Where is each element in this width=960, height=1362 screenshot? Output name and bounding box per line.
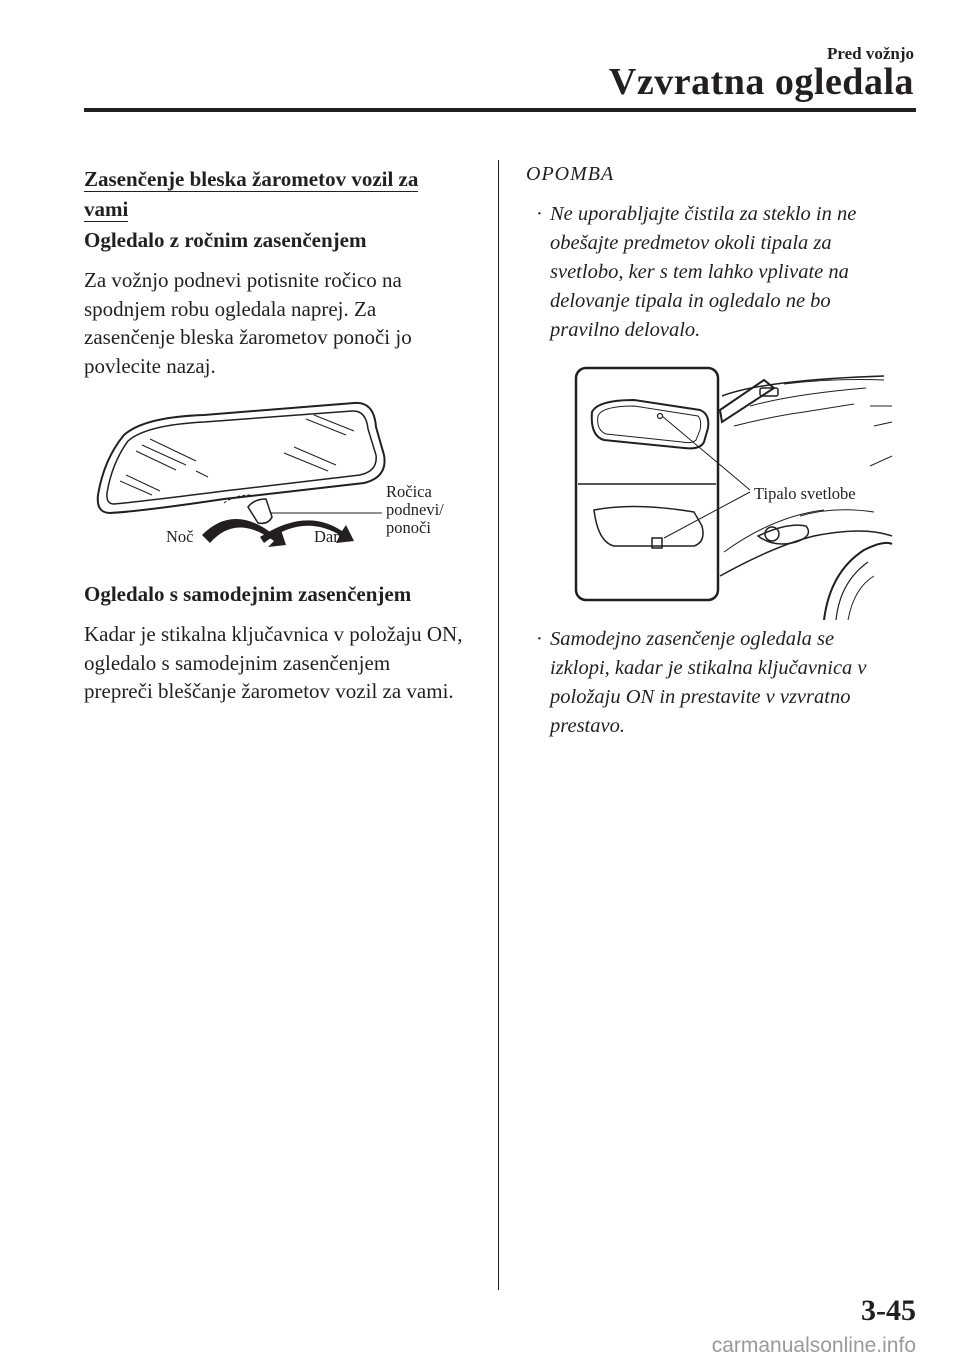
header-section-name: Pred vožnjo xyxy=(826,44,914,63)
label-day: Dan xyxy=(314,527,342,546)
label-night: Noč xyxy=(166,527,194,546)
mirror-glass xyxy=(107,411,376,504)
label-lever-3: ponoči xyxy=(386,518,431,537)
bullet-icon: · xyxy=(536,628,543,650)
glass-reflection-lines xyxy=(120,415,354,495)
note-item-text: Ne uporabljajte čistila za steklo in ne obešajte predmetov okoli tipala za svetlobo, ker s tem lahko vplivate na delovanje tipala in ogledalo ne bo pravilno delovalo. xyxy=(550,203,857,341)
inset-mirror xyxy=(592,400,709,448)
note-item xyxy=(536,200,890,345)
page-number: 3-45 xyxy=(861,1294,916,1327)
manual-mirror-heading: Ogledalo z ročnim zasenčenjem xyxy=(84,228,367,252)
sensor-leader-line-top xyxy=(662,416,750,490)
page-title: Vzvratna ogledala xyxy=(608,61,914,103)
label-lever-2: podnevi/ xyxy=(386,500,444,519)
section-heading xyxy=(84,164,444,224)
note-item xyxy=(536,625,896,741)
note-item-text: Samodejno zasenčenje ogledala se izklopi, kadar je stikalna ključavnica v položaju ON in prestavite v vzvratno prestavo. xyxy=(550,628,867,737)
watermark: carmanualsonline.info xyxy=(711,1334,916,1357)
header-rule xyxy=(84,108,916,112)
dimming-lever xyxy=(248,499,272,523)
auto-mirror-text: Kadar je stikalna ključavnica v položaju ON, ogledalo s samodejnim zasenčenjem prepreči bleščanje žarometov vozil za vami. xyxy=(84,622,463,703)
manual-mirror-text: Za vožnjo podnevi potisnite ročico na spodnjem robu ogledala naprej. Za zasenčenje bleska žarometov ponoči jo povlecite nazaj. xyxy=(84,268,412,378)
label-light-sensor: Tipalo svetlobe xyxy=(754,484,856,503)
bullet-icon: · xyxy=(536,203,543,225)
column-divider xyxy=(498,160,499,1290)
section-heading-text: Zasenčenje bleska žarometov vozil za vami xyxy=(84,167,419,221)
label-lever-1: Ročica xyxy=(386,482,432,501)
sensor-leader-line-bottom xyxy=(664,492,750,538)
auto-mirror-heading: Ogledalo s samodejnim zasenčenjem xyxy=(84,582,412,606)
note-title: OPOMBA xyxy=(526,163,615,185)
